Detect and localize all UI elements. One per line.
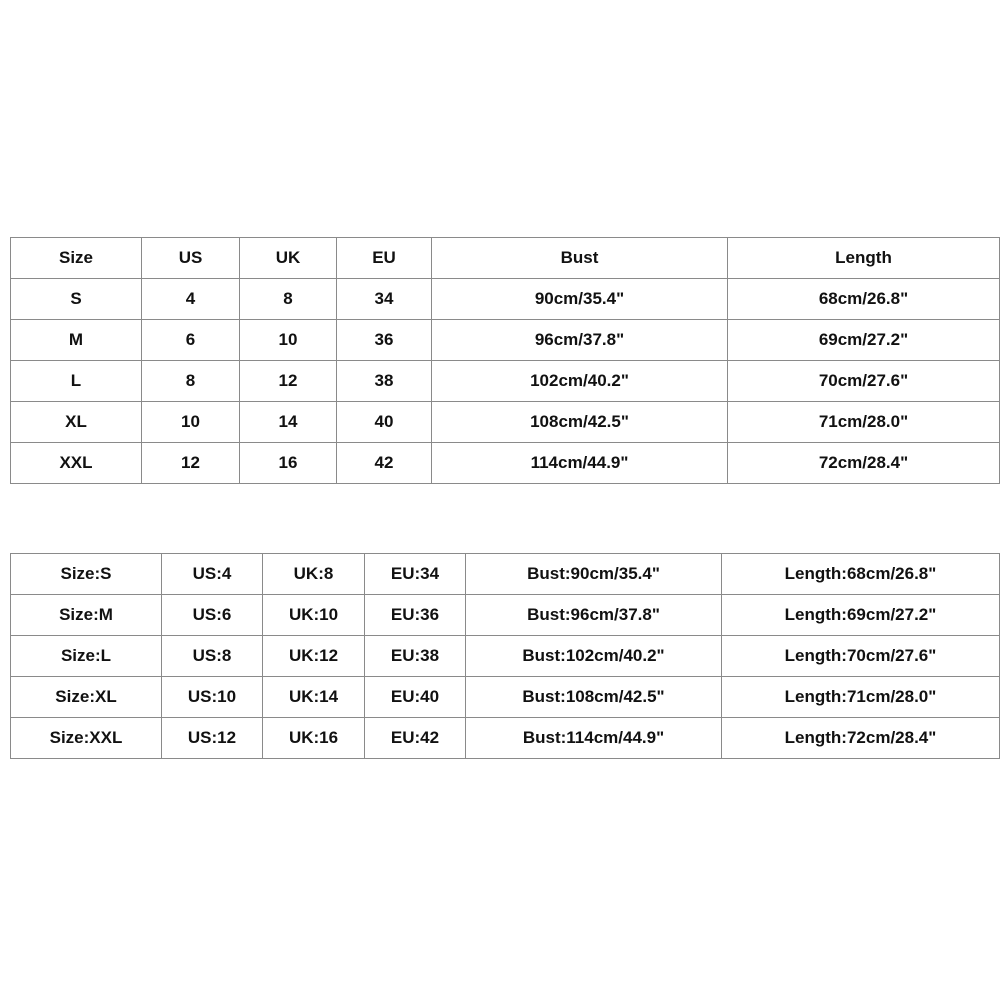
cell-uk: 8: [240, 279, 337, 320]
cell-us: US:12: [162, 718, 263, 759]
cell-length: 69cm/27.2": [728, 320, 1000, 361]
header-us: US: [142, 238, 240, 279]
cell-eu: 42: [337, 443, 432, 484]
cell-size: Size:M: [11, 595, 162, 636]
table-row: [11, 279, 1000, 320]
cell-size: Size:S: [11, 554, 162, 595]
cell-uk: 10: [240, 320, 337, 361]
cell-bust: Bust:90cm/35.4": [466, 554, 722, 595]
cell-size: XXL: [11, 443, 142, 484]
cell-size: L: [11, 361, 142, 402]
cell-bust: 102cm/40.2": [432, 361, 728, 402]
cell-uk: 16: [240, 443, 337, 484]
cell-us: 12: [142, 443, 240, 484]
cell-bust: Bust:108cm/42.5": [466, 677, 722, 718]
header-bust: Bust: [432, 238, 728, 279]
cell-bust: Bust:114cm/44.9": [466, 718, 722, 759]
cell-eu: 40: [337, 402, 432, 443]
header-eu: EU: [337, 238, 432, 279]
cell-eu: EU:38: [365, 636, 466, 677]
header-uk: UK: [240, 238, 337, 279]
table-row: [11, 677, 1000, 718]
table-row: [11, 554, 1000, 595]
cell-size: Size:XL: [11, 677, 162, 718]
cell-size: XL: [11, 402, 142, 443]
cell-us: US:4: [162, 554, 263, 595]
cell-uk: UK:12: [263, 636, 365, 677]
cell-eu: EU:40: [365, 677, 466, 718]
cell-eu: EU:42: [365, 718, 466, 759]
cell-uk: 14: [240, 402, 337, 443]
table-row: [11, 361, 1000, 402]
cell-us: 10: [142, 402, 240, 443]
table-row: [11, 595, 1000, 636]
cell-uk: UK:16: [263, 718, 365, 759]
cell-bust: 90cm/35.4": [432, 279, 728, 320]
header-size: Size: [11, 238, 142, 279]
cell-size: S: [11, 279, 142, 320]
table-row: [11, 443, 1000, 484]
header-length: Length: [728, 238, 1000, 279]
cell-eu: 36: [337, 320, 432, 361]
size-chart-labeled-table: [10, 553, 1000, 759]
cell-length: 71cm/28.0": [728, 402, 1000, 443]
cell-us: 8: [142, 361, 240, 402]
table-header-row: [11, 238, 1000, 279]
cell-length: 70cm/27.6": [728, 361, 1000, 402]
cell-length: 68cm/26.8": [728, 279, 1000, 320]
table-row: [11, 320, 1000, 361]
cell-length: Length:72cm/28.4": [722, 718, 1000, 759]
size-chart-table: [10, 237, 1000, 484]
table-row: [11, 718, 1000, 759]
cell-us: 4: [142, 279, 240, 320]
cell-length: Length:70cm/27.6": [722, 636, 1000, 677]
cell-eu: 34: [337, 279, 432, 320]
cell-us: US:6: [162, 595, 263, 636]
cell-length: 72cm/28.4": [728, 443, 1000, 484]
cell-uk: UK:8: [263, 554, 365, 595]
cell-us: US:8: [162, 636, 263, 677]
cell-bust: 108cm/42.5": [432, 402, 728, 443]
cell-length: Length:68cm/26.8": [722, 554, 1000, 595]
cell-eu: 38: [337, 361, 432, 402]
cell-size: Size:L: [11, 636, 162, 677]
cell-bust: 96cm/37.8": [432, 320, 728, 361]
table-row: [11, 636, 1000, 677]
cell-size: Size:XXL: [11, 718, 162, 759]
cell-uk: UK:14: [263, 677, 365, 718]
cell-bust: Bust:96cm/37.8": [466, 595, 722, 636]
cell-us: 6: [142, 320, 240, 361]
cell-uk: 12: [240, 361, 337, 402]
cell-eu: EU:34: [365, 554, 466, 595]
cell-size: M: [11, 320, 142, 361]
cell-bust: Bust:102cm/40.2": [466, 636, 722, 677]
cell-bust: 114cm/44.9": [432, 443, 728, 484]
cell-eu: EU:36: [365, 595, 466, 636]
cell-us: US:10: [162, 677, 263, 718]
cell-length: Length:71cm/28.0": [722, 677, 1000, 718]
table-row: [11, 402, 1000, 443]
cell-uk: UK:10: [263, 595, 365, 636]
cell-length: Length:69cm/27.2": [722, 595, 1000, 636]
